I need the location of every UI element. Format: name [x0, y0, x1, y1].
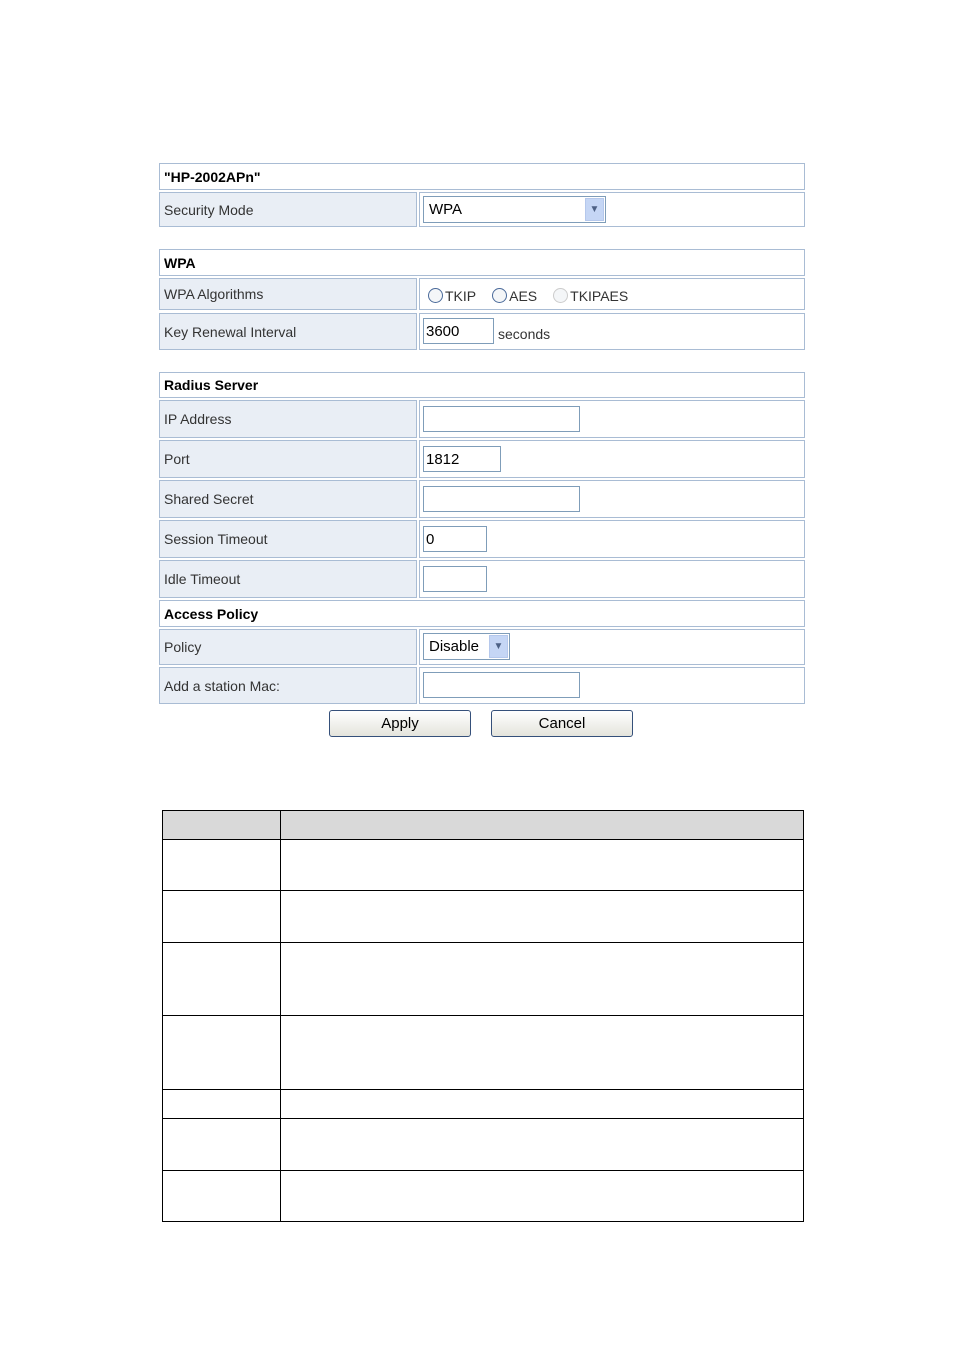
cancel-button[interactable]: Cancel	[491, 710, 633, 737]
seconds-unit: seconds	[498, 326, 551, 342]
radio-aes[interactable]	[492, 288, 537, 304]
policy-value: Disable	[429, 638, 480, 655]
session-timeout-input[interactable]	[423, 526, 487, 552]
table-row	[162, 890, 804, 943]
idle-timeout-label: Idle Timeout	[159, 560, 417, 598]
chevron-down-icon[interactable]: ▼	[585, 198, 604, 221]
policy-label: Policy	[159, 629, 417, 665]
ip-label: IP Address	[159, 400, 417, 438]
radio-label: TKIPAES	[570, 288, 629, 304]
wpa-algorithms-cell	[419, 278, 805, 310]
port-input[interactable]	[423, 446, 501, 472]
radio-tkip[interactable]	[428, 288, 476, 304]
ip-address-input[interactable]	[423, 406, 580, 432]
access-policy-header: Access Policy	[159, 600, 805, 627]
radio-icon[interactable]	[553, 288, 568, 303]
radio-tkipaes[interactable]	[553, 288, 628, 304]
radius-header: Radius Server	[159, 372, 805, 398]
port-label: Port	[159, 440, 417, 478]
key-renewal-input[interactable]	[423, 318, 494, 344]
security-mode-select[interactable]	[423, 196, 606, 223]
table-row	[162, 942, 804, 1016]
table-row	[162, 839, 804, 891]
wpa-algorithms-label: WPA Algorithms	[159, 278, 417, 310]
chevron-down-icon[interactable]: ▼	[489, 635, 508, 658]
table-header-row	[162, 810, 804, 840]
radio-icon[interactable]	[492, 288, 507, 303]
device-title: "HP-2002APn"	[159, 163, 805, 190]
table-row	[162, 1089, 804, 1119]
wpa-header: WPA	[159, 249, 805, 276]
session-timeout-label: Session Timeout	[159, 520, 417, 558]
idle-timeout-input[interactable]	[423, 566, 487, 592]
column-divider	[280, 810, 281, 1222]
table-row	[162, 1015, 804, 1090]
radio-icon[interactable]	[428, 288, 443, 303]
security-mode-label: Security Mode	[159, 192, 417, 227]
shared-secret-label: Shared Secret	[159, 480, 417, 518]
shared-secret-input[interactable]	[423, 486, 580, 512]
radio-label: TKIP	[445, 288, 477, 304]
security-mode-value: WPA	[429, 201, 463, 218]
table-row	[162, 1170, 804, 1222]
apply-button[interactable]: Apply	[329, 710, 471, 737]
table-row	[162, 1118, 804, 1171]
key-renewal-label: Key Renewal Interval	[159, 313, 417, 350]
radio-label: AES	[509, 288, 538, 304]
policy-select[interactable]	[423, 633, 510, 660]
station-mac-input[interactable]	[423, 672, 580, 698]
add-mac-label: Add a station Mac:	[159, 667, 417, 704]
